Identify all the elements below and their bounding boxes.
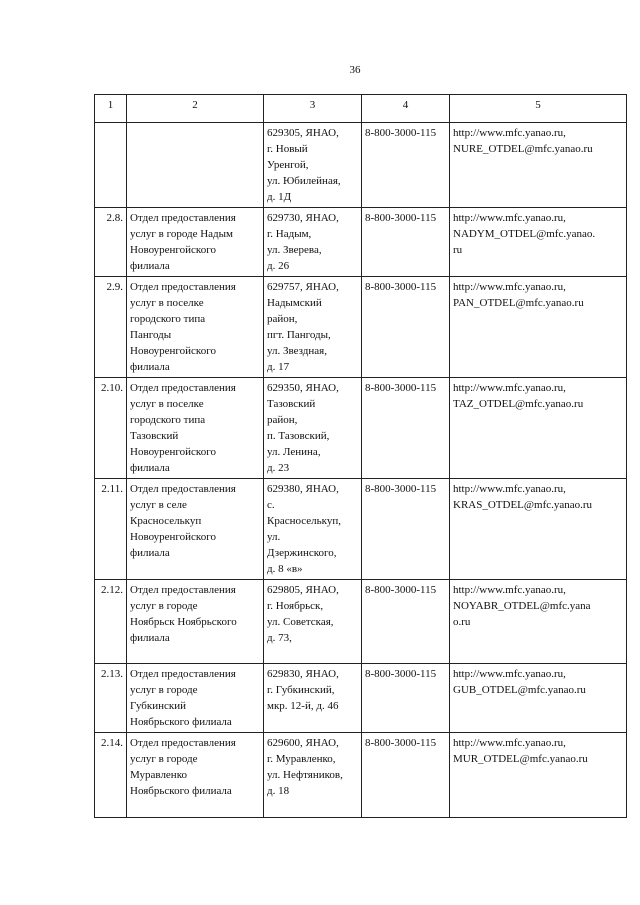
address-cell-line: Уренгой, bbox=[267, 159, 309, 171]
phone-cell: 8-800-3000-115 bbox=[362, 378, 450, 479]
contacts-cell bbox=[450, 664, 627, 733]
branch-name-cell-line: Отдел предоставления bbox=[130, 382, 236, 394]
branch-name-cell-line: Новоуренгойского bbox=[130, 531, 216, 543]
branch-name-cell bbox=[127, 277, 264, 378]
row-number-cell: 2.9. bbox=[95, 277, 127, 378]
table-row bbox=[95, 123, 627, 208]
branch-name-cell-line: услуг в городе bbox=[130, 600, 198, 612]
branch-name-cell-line: услуг в городе Надым bbox=[130, 228, 234, 240]
branch-name-cell bbox=[127, 123, 264, 208]
address-cell bbox=[264, 208, 362, 277]
contacts-cell-line: ru bbox=[453, 244, 463, 256]
branch-name-cell-line: Отдел предоставления bbox=[130, 281, 236, 293]
address-cell-line: Тазовский bbox=[267, 398, 316, 410]
address-cell-line: 629600, ЯНАО, bbox=[267, 737, 339, 749]
branch-name-cell-line: Новоуренгойского bbox=[130, 345, 216, 357]
branch-name-cell-line: Муравленко bbox=[130, 769, 187, 781]
branch-name-cell-line: Тазовский bbox=[130, 430, 179, 442]
table-row bbox=[95, 580, 627, 664]
address-cell-line: пгт. Пангоды, bbox=[267, 329, 331, 341]
address-cell-line: с. bbox=[267, 499, 275, 511]
address-cell-line: район, bbox=[267, 313, 298, 325]
branch-name-cell-line: Отдел предоставления bbox=[130, 483, 236, 495]
contacts-cell bbox=[450, 208, 627, 277]
address-cell-line: ул. Ленина, bbox=[267, 446, 321, 458]
branch-name-cell-line: Пангоды bbox=[130, 329, 172, 341]
contacts-cell-line: MUR_OTDEL@mfc.yanao.ru bbox=[453, 753, 588, 765]
branch-name-cell-line: филиала bbox=[130, 462, 170, 474]
contacts-cell bbox=[450, 479, 627, 580]
contacts-cell-line: http://www.mfc.yanao.ru, bbox=[453, 584, 566, 596]
branch-name-cell-line: филиала bbox=[130, 632, 170, 644]
contacts-cell bbox=[450, 580, 627, 664]
branch-name-cell bbox=[127, 664, 264, 733]
row-number-cell: 2.11. bbox=[95, 479, 127, 580]
branch-name-cell bbox=[127, 208, 264, 277]
branch-name-cell-line: Отдел предоставления bbox=[130, 737, 236, 749]
branch-name-cell-line: Ноябрьского филиала bbox=[130, 785, 232, 797]
contacts-cell-line: http://www.mfc.yanao.ru, bbox=[453, 737, 566, 749]
branch-name-cell-line: услуг в поселке bbox=[130, 398, 204, 410]
address-cell-line: д. 73, bbox=[267, 632, 292, 644]
contacts-cell bbox=[450, 733, 627, 818]
page-number: 36 bbox=[349, 64, 361, 76]
branch-name-cell bbox=[127, 580, 264, 664]
address-cell-line: 629830, ЯНАО, bbox=[267, 668, 339, 680]
contacts-cell-line: KRAS_OTDEL@mfc.yanao.ru bbox=[453, 499, 593, 511]
branch-name-cell-line: услуг в селе bbox=[130, 499, 187, 511]
address-cell bbox=[264, 733, 362, 818]
contacts-cell-line: GUB_OTDEL@mfc.yanao.ru bbox=[453, 684, 586, 696]
contacts-cell-line: TAZ_OTDEL@mfc.yanao.ru bbox=[453, 398, 584, 410]
column-header-2: 2 bbox=[127, 95, 264, 123]
address-cell-line: д. 1Д bbox=[267, 191, 292, 203]
address-cell bbox=[264, 378, 362, 479]
address-cell-line: д. 23 bbox=[267, 462, 290, 474]
branch-name-cell-line: услуг в городе bbox=[130, 684, 198, 696]
branch-name-cell-line: городского типа bbox=[130, 313, 206, 325]
address-cell-line: Красноселькуп, bbox=[267, 515, 341, 527]
row-number-cell: 2.13. bbox=[95, 664, 127, 733]
address-cell-line: ул. Нефтяников, bbox=[267, 769, 343, 781]
address-cell bbox=[264, 479, 362, 580]
address-cell-line: г. Ноябрьск, bbox=[267, 600, 324, 612]
contacts-cell-line: http://www.mfc.yanao.ru, bbox=[453, 127, 566, 139]
row-number-cell: 2.12. bbox=[95, 580, 127, 664]
contacts-cell-line: http://www.mfc.yanao.ru, bbox=[453, 382, 566, 394]
branch-name-cell-line: Новоуренгойского bbox=[130, 446, 216, 458]
branch-name-cell-line: филиала bbox=[130, 361, 170, 373]
branch-name-cell-line: Губкинский bbox=[130, 700, 187, 712]
contacts-cell bbox=[450, 123, 627, 208]
address-cell-line: ул. Звездная, bbox=[267, 345, 327, 357]
address-cell-line: д. 8 «в» bbox=[267, 563, 303, 575]
branch-table bbox=[94, 94, 627, 818]
address-cell-line: г. Надым, bbox=[267, 228, 312, 240]
contacts-cell-line: PAN_OTDEL@mfc.yanao.ru bbox=[453, 297, 584, 309]
branch-name-cell-line: Ноябрьского филиала bbox=[130, 716, 232, 728]
branch-name-cell-line: Ноябрьск Ноябрьского bbox=[130, 616, 237, 628]
address-cell-line: Дзержинского, bbox=[267, 547, 337, 559]
address-cell-line: 629350, ЯНАО, bbox=[267, 382, 339, 394]
table-row bbox=[95, 378, 627, 479]
contacts-cell-line: NADYM_OTDEL@mfc.yanao. bbox=[453, 228, 596, 240]
branch-name-cell bbox=[127, 479, 264, 580]
column-header-5: 5 bbox=[450, 95, 627, 123]
address-cell-line: район, bbox=[267, 414, 298, 426]
branch-name-cell-line: услуг в поселке bbox=[130, 297, 204, 309]
contacts-cell-line: http://www.mfc.yanao.ru, bbox=[453, 483, 566, 495]
address-cell-line: г. Губкинский, bbox=[267, 684, 335, 696]
contacts-cell bbox=[450, 378, 627, 479]
branch-name-cell-line: услуг в городе bbox=[130, 753, 198, 765]
contacts-cell-line: NOYABR_OTDEL@mfc.yana bbox=[453, 600, 591, 612]
address-cell-line: ул. Юбилейная, bbox=[267, 175, 341, 187]
address-cell-line: 629305, ЯНАО, bbox=[267, 127, 339, 139]
column-header-3: 3 bbox=[264, 95, 362, 123]
address-cell-line: 629380, ЯНАО, bbox=[267, 483, 339, 495]
column-header-4: 4 bbox=[362, 95, 450, 123]
address-cell-line: г. Новый bbox=[267, 143, 308, 155]
address-cell-line: 629730, ЯНАО, bbox=[267, 212, 339, 224]
table-row bbox=[95, 277, 627, 378]
branch-name-cell-line: Отдел предоставления bbox=[130, 212, 236, 224]
address-cell bbox=[264, 277, 362, 378]
address-cell-line: 629757, ЯНАО, bbox=[267, 281, 339, 293]
address-cell-line: 629805, ЯНАО, bbox=[267, 584, 339, 596]
address-cell-line: д. 17 bbox=[267, 361, 290, 373]
table-row bbox=[95, 208, 627, 277]
contacts-cell-line: http://www.mfc.yanao.ru, bbox=[453, 281, 566, 293]
branch-name-cell-line: Новоуренгойского bbox=[130, 244, 216, 256]
branch-name-cell-line: Отдел предоставления bbox=[130, 584, 236, 596]
address-cell-line: ул. Зверева, bbox=[267, 244, 322, 256]
contacts-cell-line: o.ru bbox=[453, 616, 471, 628]
row-number-cell: 2.8. bbox=[95, 208, 127, 277]
branch-name-cell-line: филиала bbox=[130, 547, 170, 559]
phone-cell: 8-800-3000-115 bbox=[362, 123, 450, 208]
address-cell-line: ул. bbox=[267, 531, 281, 543]
table-row bbox=[95, 733, 627, 818]
phone-cell: 8-800-3000-115 bbox=[362, 580, 450, 664]
branch-name-cell bbox=[127, 378, 264, 479]
address-cell-line: п. Тазовский, bbox=[267, 430, 330, 442]
row-number-cell: 2.14. bbox=[95, 733, 127, 818]
phone-cell: 8-800-3000-115 bbox=[362, 664, 450, 733]
contacts-cell-line: http://www.mfc.yanao.ru, bbox=[453, 212, 566, 224]
address-cell-line: д. 18 bbox=[267, 785, 290, 797]
branch-name-cell-line: Красноселькуп bbox=[130, 515, 202, 527]
branch-name-cell-line: городского типа bbox=[130, 414, 206, 426]
phone-cell: 8-800-3000-115 bbox=[362, 208, 450, 277]
table-row bbox=[95, 664, 627, 733]
branch-name-cell-line: филиала bbox=[130, 260, 170, 272]
address-cell-line: мкр. 12-й, д. 46 bbox=[267, 700, 339, 712]
column-header-1: 1 bbox=[95, 95, 127, 123]
row-number-cell bbox=[95, 123, 127, 208]
contacts-cell bbox=[450, 277, 627, 378]
branch-name-cell bbox=[127, 733, 264, 818]
table-row bbox=[95, 479, 627, 580]
phone-cell: 8-800-3000-115 bbox=[362, 277, 450, 378]
address-cell bbox=[264, 123, 362, 208]
address-cell bbox=[264, 664, 362, 733]
table-header-row bbox=[95, 95, 627, 123]
address-cell-line: г. Муравленко, bbox=[267, 753, 336, 765]
address-cell-line: Надымский bbox=[267, 297, 322, 309]
address-cell bbox=[264, 580, 362, 664]
contacts-cell-line: NURE_OTDEL@mfc.yanao.ru bbox=[453, 143, 593, 155]
contacts-cell-line: http://www.mfc.yanao.ru, bbox=[453, 668, 566, 680]
phone-cell: 8-800-3000-115 bbox=[362, 479, 450, 580]
row-number-cell: 2.10. bbox=[95, 378, 127, 479]
phone-cell: 8-800-3000-115 bbox=[362, 733, 450, 818]
branch-name-cell-line: Отдел предоставления bbox=[130, 668, 236, 680]
address-cell-line: д. 26 bbox=[267, 260, 290, 272]
address-cell-line: ул. Советская, bbox=[267, 616, 334, 628]
